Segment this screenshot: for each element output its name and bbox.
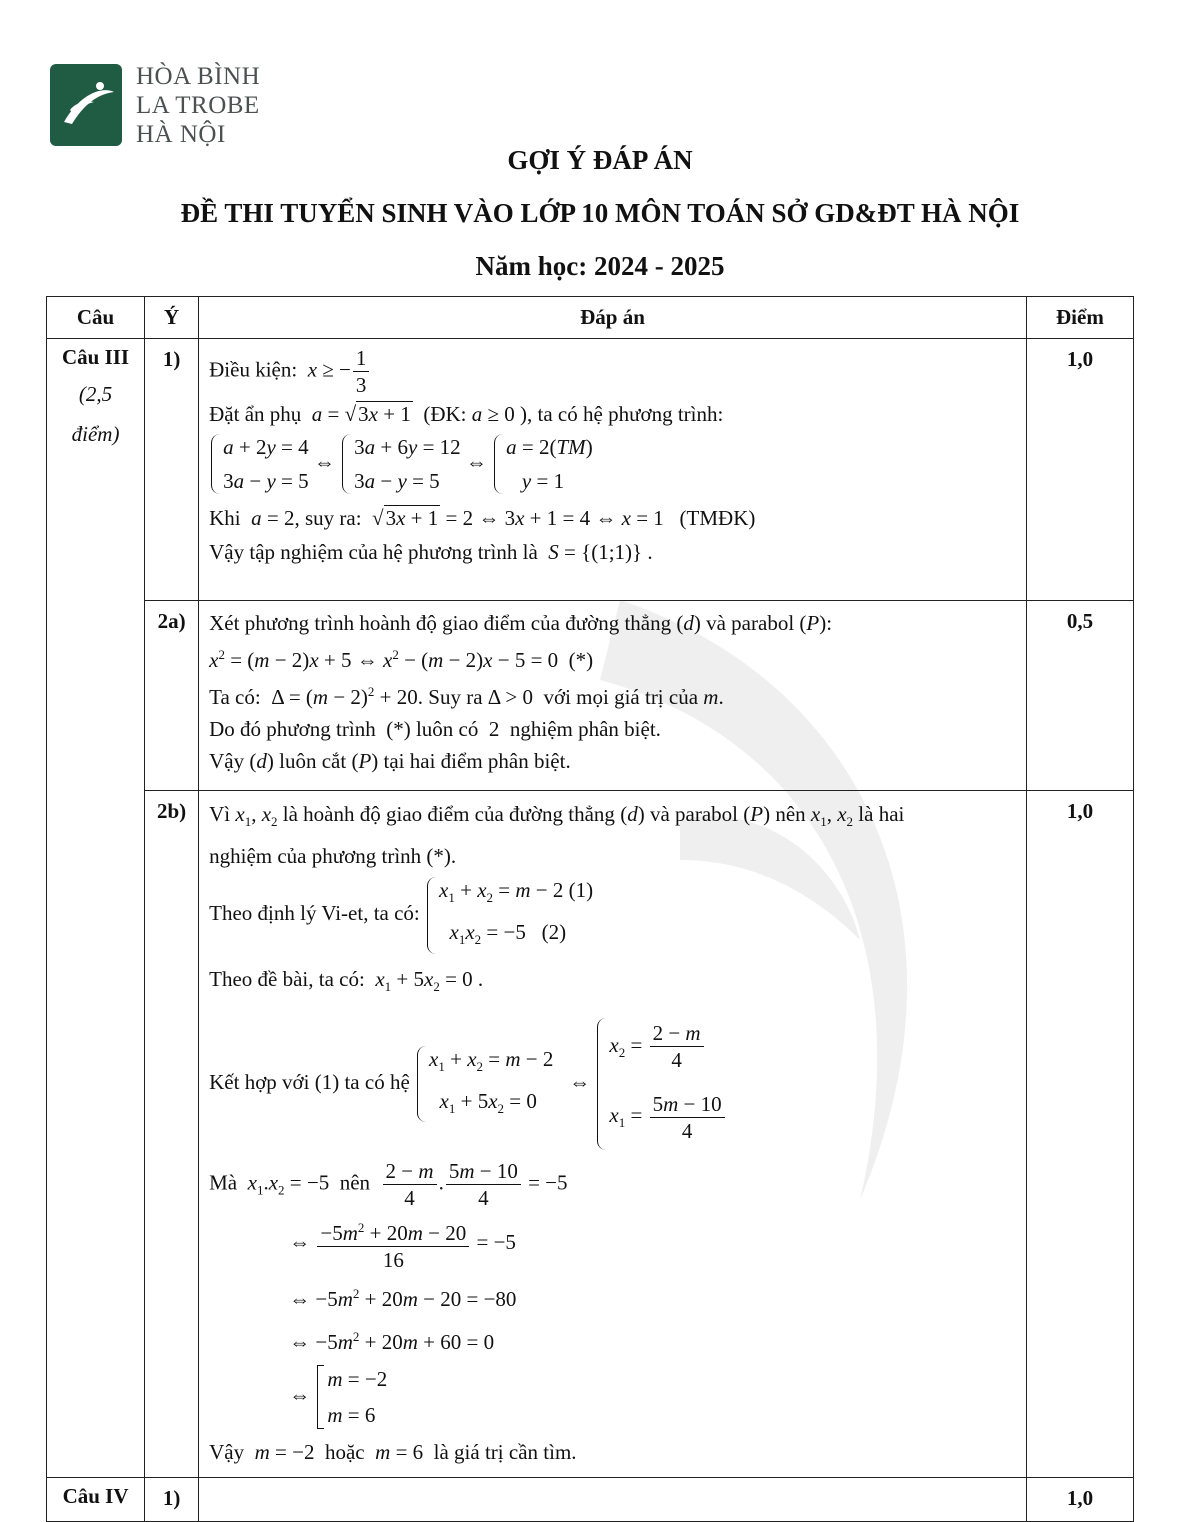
cau-iii-cell — [47, 339, 145, 1478]
answer-cell: Điều kiện: x ≥ − $\frac{1}{3}$ Đặt ẩn phụ a = √3x + 1 (ĐK: a ≥ 0 ), ta có hệ phương trình: a + 2y = 4 3a − y = 5 ⇔ 3a + 6y = 12 3a − y = 5 ⇔ a = 2(TM) y = 1 Khi a = 2, suy ra: √3x + 1 = 2 ⇔ 3x + 1 = 4 ⇔ x = 1 (TMĐK) Vậy tập nghiệm của hệ phương trình là S = {(1;1)} . — [199, 339, 1027, 601]
title-line-3: Năm học: 2024 - 2025 — [475, 251, 725, 281]
points: 1,0 — [1066, 347, 1094, 371]
y-label: 2b) — [157, 799, 187, 823]
table-row — [47, 339, 1134, 601]
header-row — [47, 297, 1134, 339]
answer-table — [46, 296, 1134, 1522]
y-label: 1) — [162, 1486, 181, 1511]
table-row — [47, 791, 1134, 1478]
points: 0,5 — [1066, 609, 1094, 633]
bird-logo-icon — [50, 64, 122, 146]
title-block — [0, 136, 1200, 286]
header-cau: Câu — [47, 297, 145, 339]
title-line-2: ĐỀ THI TUYỂN SINH VÀO LỚP 10 MÔN TOÁN SỞ GD&ĐT HÀ NỘI — [180, 198, 1020, 228]
cau-points: (2,5 điểm) — [71, 382, 120, 446]
table-row — [47, 601, 1134, 791]
cau-label: Câu IV — [62, 1484, 129, 1509]
answer-cell — [199, 1478, 1027, 1522]
header-y: Ý — [145, 297, 199, 339]
table-row — [47, 1478, 1134, 1522]
header-diem: Điểm — [1026, 297, 1133, 339]
y-label: 1) — [162, 347, 181, 371]
title-line-1: GỢI Ý ĐÁP ÁN — [507, 145, 693, 175]
logo-text: HÒA BÌNH LA TROBE HÀ NỘI — [136, 63, 261, 148]
y-label: 2a) — [157, 609, 186, 633]
header-dap-an: Đáp án — [199, 297, 1027, 339]
points: 1,0 — [1066, 799, 1094, 823]
points: 1,0 — [1066, 1486, 1094, 1511]
answer-cell: Xét phương trình hoành độ giao điểm của đường thẳng (d) và parabol (P): $x^2 = (m - 2)x + 5$ ⇔ $x^2 - (m - 2)x - 5 = 0$ (*) Ta có: $\Delta = (m - 2)^2 + 20$. Suy ra Δ > 0 với mọi giá trị của m. Do đó phương trình (*) luôn có 2 nghiệm phân biệt. Vậy (d) luôn cắt (P) tại hai điểm phân biệt. — [199, 601, 1027, 791]
answer-cell: Vì $x_1$, $x_2$ là hoành độ giao điểm của đường thẳng (d) và parabol (P) nên $x_1$, $x_2$ là hai nghiệm của phương trình (*). Theo định lý Vi-et, ta có: $x_1 + x_2 = m - 2$ (1) $x_1x_2 = -5$ (2) Theo đề bài, ta có: $x_1 + 5x_2 = 0$ . Kết hợp với (1) ta có hệ $x_1 + x_2 = m - 2$ $x_1 + 5x_2 = 0$ ⇔ $x_2$ = $\frac{2 - m}{4}$ $x_1$ = $\frac{5m - 10}{4}$ Mà $x_1.x_2 = -5$ nên $\frac{2 - m}{4}$ . $\frac{5m - 10}{4}$ = −5 ⇔ $\frac{-5m^2 + 20m - 20}{16}$ = −5 ⇔ $-5m^2 + 20m - 20 = -80$ ⇔ $-5m^2 + 20m + 60 = 0$ ⇔ m = −2 m = 6 Vậy m = −2 hoặc m = 6 là giá trị cần tìm. — [199, 791, 1027, 1478]
cau-label: Câu III — [61, 345, 130, 369]
